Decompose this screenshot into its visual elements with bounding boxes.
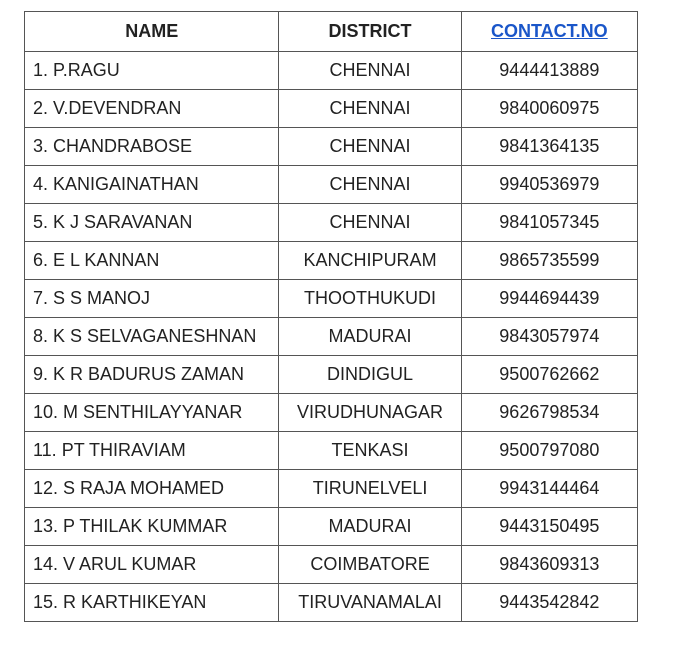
cell-district: TIRUVANAMALAI bbox=[279, 584, 461, 622]
cell-name: 12. S RAJA MOHAMED bbox=[25, 470, 279, 508]
table-row bbox=[25, 356, 638, 394]
cell-district: COIMBATORE bbox=[279, 546, 461, 584]
cell-name: 1. P.RAGU bbox=[25, 52, 279, 90]
table-row bbox=[25, 166, 638, 204]
cell-name: 8. K S SELVAGANESHNAN bbox=[25, 318, 279, 356]
cell-district: MADURAI bbox=[279, 318, 461, 356]
table-row bbox=[25, 242, 638, 280]
contacts-table bbox=[24, 11, 638, 622]
cell-name: 9. K R BADURUS ZAMAN bbox=[25, 356, 279, 394]
table-row bbox=[25, 470, 638, 508]
cell-contact: 9444413889 bbox=[461, 52, 637, 90]
cell-contact: 9443150495 bbox=[461, 508, 637, 546]
cell-contact: 9841364135 bbox=[461, 128, 637, 166]
cell-district: VIRUDHUNAGAR bbox=[279, 394, 461, 432]
cell-district: CHENNAI bbox=[279, 52, 461, 90]
cell-district: CHENNAI bbox=[279, 166, 461, 204]
cell-name: 15. R KARTHIKEYAN bbox=[25, 584, 279, 622]
table-row bbox=[25, 52, 638, 90]
cell-name: 11. PT THIRAVIAM bbox=[25, 432, 279, 470]
cell-name: 14. V ARUL KUMAR bbox=[25, 546, 279, 584]
cell-contact: 9843609313 bbox=[461, 546, 637, 584]
cell-contact: 9443542842 bbox=[461, 584, 637, 622]
cell-contact: 9500797080 bbox=[461, 432, 637, 470]
cell-district: KANCHIPURAM bbox=[279, 242, 461, 280]
contact-no-link[interactable]: CONTACT.NO bbox=[491, 21, 608, 41]
cell-district: DINDIGUL bbox=[279, 356, 461, 394]
table-row bbox=[25, 90, 638, 128]
cell-name: 6. E L KANNAN bbox=[25, 242, 279, 280]
cell-name: 13. P THILAK KUMMAR bbox=[25, 508, 279, 546]
table-row bbox=[25, 508, 638, 546]
cell-district: CHENNAI bbox=[279, 90, 461, 128]
cell-contact: 9841057345 bbox=[461, 204, 637, 242]
cell-name: 3. CHANDRABOSE bbox=[25, 128, 279, 166]
table-row bbox=[25, 204, 638, 242]
table-body bbox=[25, 52, 638, 622]
cell-district: CHENNAI bbox=[279, 128, 461, 166]
cell-name: 4. KANIGAINATHAN bbox=[25, 166, 279, 204]
table-row bbox=[25, 318, 638, 356]
table-row bbox=[25, 280, 638, 318]
cell-name: 10. M SENTHILAYYANAR bbox=[25, 394, 279, 432]
cell-contact: 9840060975 bbox=[461, 90, 637, 128]
cell-district: THOOTHUKUDI bbox=[279, 280, 461, 318]
cell-name: 5. K J SARAVANAN bbox=[25, 204, 279, 242]
table-row bbox=[25, 432, 638, 470]
cell-district: MADURAI bbox=[279, 508, 461, 546]
cell-contact: 9626798534 bbox=[461, 394, 637, 432]
cell-district: CHENNAI bbox=[279, 204, 461, 242]
cell-contact: 9943144464 bbox=[461, 470, 637, 508]
cell-contact: 9500762662 bbox=[461, 356, 637, 394]
column-header-district: DISTRICT bbox=[279, 12, 461, 52]
column-header-contact bbox=[461, 12, 637, 52]
cell-district: TENKASI bbox=[279, 432, 461, 470]
cell-contact: 9940536979 bbox=[461, 166, 637, 204]
table-row bbox=[25, 128, 638, 166]
table-row bbox=[25, 546, 638, 584]
table-row bbox=[25, 394, 638, 432]
column-header-name: NAME bbox=[25, 12, 279, 52]
cell-contact: 9865735599 bbox=[461, 242, 637, 280]
cell-contact: 9843057974 bbox=[461, 318, 637, 356]
cell-contact: 9944694439 bbox=[461, 280, 637, 318]
cell-name: 7. S S MANOJ bbox=[25, 280, 279, 318]
table-header-row bbox=[25, 12, 638, 52]
cell-district: TIRUNELVELI bbox=[279, 470, 461, 508]
cell-name: 2. V.DEVENDRAN bbox=[25, 90, 279, 128]
table-row bbox=[25, 584, 638, 622]
